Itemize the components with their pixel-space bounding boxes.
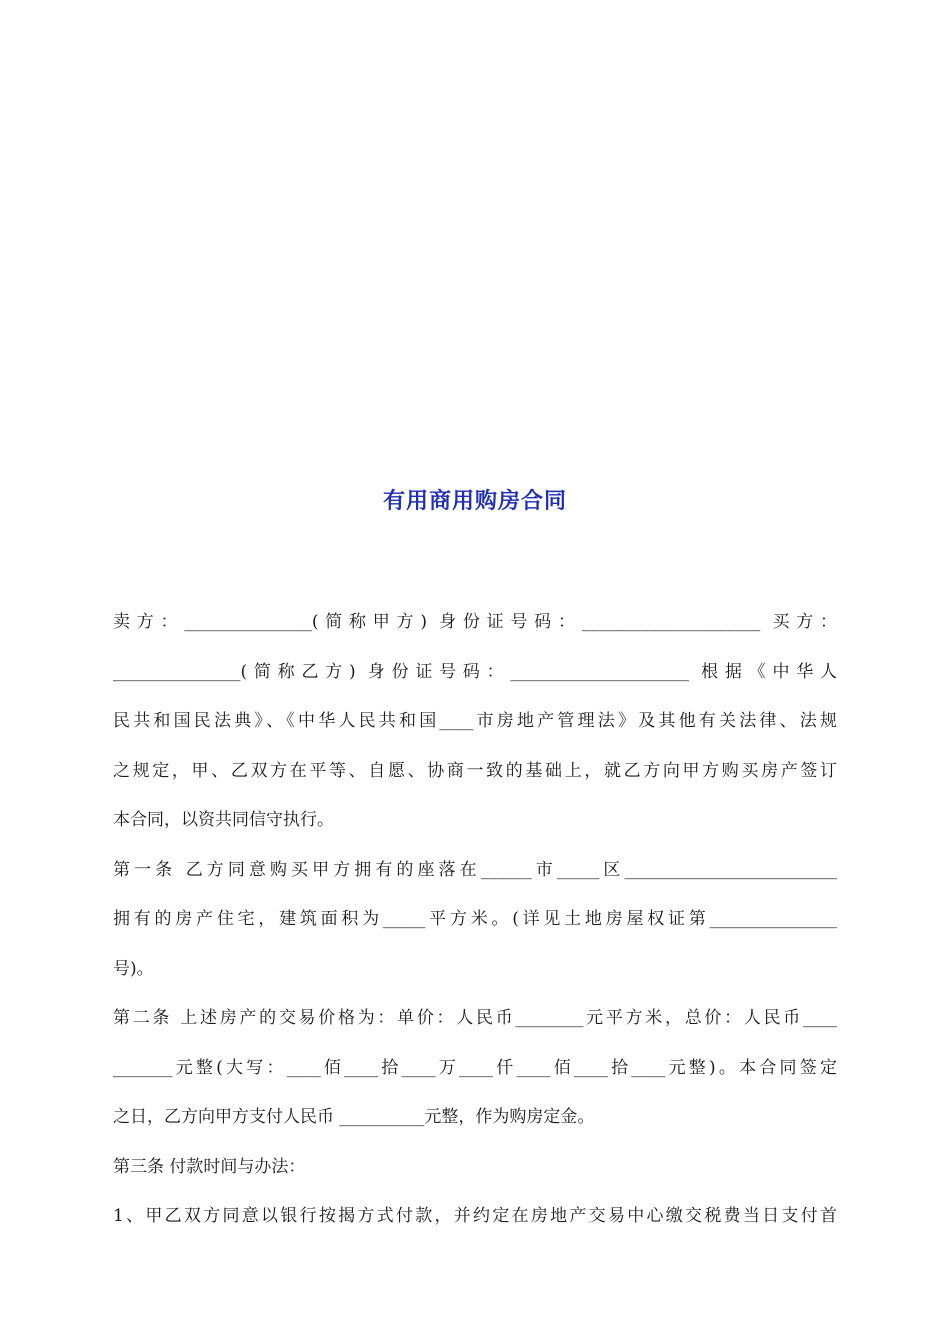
body-line-5: 本合同，以资共同信守执行。 (113, 810, 334, 830)
article-3-item-1: 1、甲乙双方同意以银行按揭方式付款，并约定在房地产交易中心缴交税费当日支付首 (113, 1206, 837, 1226)
article-2-line-3: 之日，乙方向甲方支付人民币 __________元整，作为购房定金。 (113, 1107, 595, 1127)
article-3-heading: 第三条 付款时间与办法： (113, 1156, 306, 1177)
article-1-line-3: 号)。 (113, 958, 154, 979)
article-1-line-1: 第一条 乙方同意购买甲方拥有的座落在______市_____区_________________________ (113, 859, 837, 880)
contract-body (113, 598, 837, 1242)
body-line-3: 民共和国民法典》、《中华人民共和国____市房地产管理法》及其他有关法律、法规 (113, 711, 837, 731)
article-1-line-2: 拥有的房产住宅，建筑面积为_____平方米。(详见土地房屋权证第_______________ (113, 909, 837, 929)
document-title: 有用商用购房合同 (382, 489, 567, 514)
body-line-1: 卖方：_______________(简称甲方) 身份证号码：_____________________ 买方： (113, 612, 837, 632)
body-line-2: _______________(简称乙方) 身份证号码：_____________________ 根据《中华人 (113, 661, 837, 682)
body-line-4: 之规定，甲、乙双方在平等、自愿、协商一致的基础上，就乙方向甲方购买房产签订 (113, 760, 837, 781)
article-2-line-2: _______元整(大写：____佰____拾____万____仟____佰____拾____元整)。本合同签定 (113, 1057, 837, 1078)
article-2-line-1: 第二条 上述房产的交易价格为：单价：人民币________元平方米，总价：人民币____ (113, 1008, 837, 1028)
